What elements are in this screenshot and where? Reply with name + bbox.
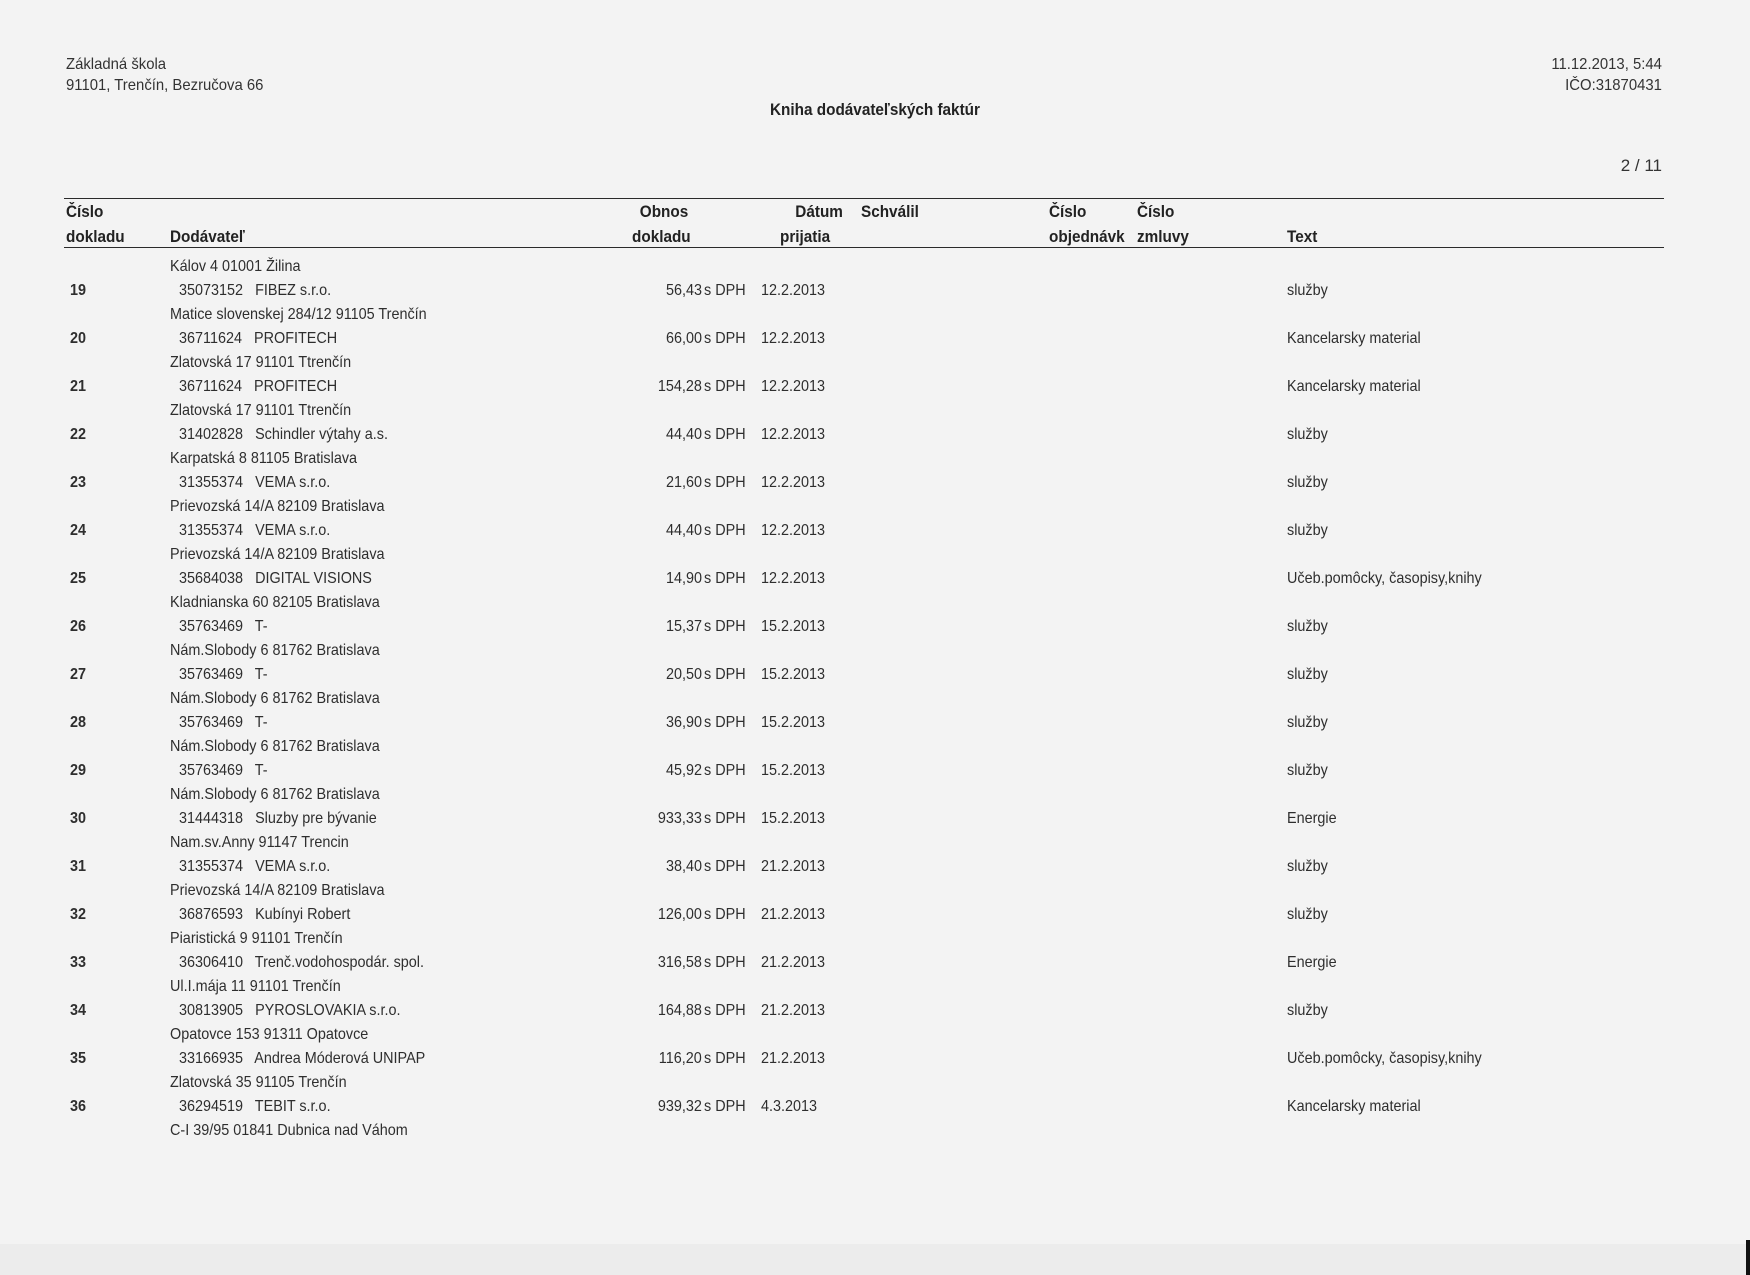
invoice-text: Učeb.pomôcky, časopisy,knihy	[1287, 570, 1482, 587]
invoice-amount: 154,28	[657, 378, 702, 395]
doc-number: 21	[70, 378, 87, 395]
invoice-amount: 316,58	[657, 954, 702, 971]
received-date: 21.2.2013	[761, 1050, 826, 1067]
table-row	[0, 1074, 1750, 1122]
column-header-amount: Obnos dokladu	[632, 202, 691, 246]
invoice-amount: 164,88	[657, 1002, 702, 1019]
doc-number: 34	[70, 1002, 87, 1019]
vat-flag: s DPH	[704, 858, 746, 875]
doc-number: 27	[70, 666, 87, 683]
vat-flag: s DPH	[704, 906, 746, 923]
vat-flag: s DPH	[704, 810, 746, 827]
invoice-amount: 933,33	[657, 810, 702, 827]
invoice-amount: 38,40	[665, 858, 702, 875]
table-row	[0, 450, 1750, 498]
supplier-id-name: 35763469 T-	[179, 618, 268, 635]
invoice-text: služby	[1287, 762, 1328, 779]
received-date: 21.2.2013	[761, 906, 826, 923]
doc-number: 26	[70, 618, 87, 635]
table-row	[0, 1026, 1750, 1074]
received-date: 12.2.2013	[761, 474, 826, 491]
supplier-id-name: 31355374 VEMA s.r.o.	[179, 474, 331, 491]
received-date: 12.2.2013	[761, 522, 826, 539]
previous-supplier-address: Nám.Slobody 6 81762 Bratislava	[170, 738, 380, 755]
organization-block	[66, 54, 263, 96]
vat-flag: s DPH	[704, 522, 746, 539]
doc-number: 23	[70, 474, 87, 491]
received-date: 21.2.2013	[761, 954, 826, 971]
received-date: 21.2.2013	[761, 1002, 826, 1019]
doc-number: 24	[70, 522, 87, 539]
doc-number: 25	[70, 570, 87, 587]
doc-number: 32	[70, 906, 87, 923]
vat-flag: s DPH	[704, 330, 746, 347]
supplier-id-name: 35763469 T-	[179, 714, 268, 731]
column-header-contract-number: Číslo zmluvy	[1137, 202, 1189, 246]
received-date: 21.2.2013	[761, 858, 826, 875]
previous-supplier-address: Piaristická 9 91101 Trenčín	[170, 930, 343, 947]
invoice-text: služby	[1287, 618, 1328, 635]
supplier-id-name: 31402828 Schindler výtahy a.s.	[179, 426, 388, 443]
vat-flag: s DPH	[704, 762, 746, 779]
invoice-amount: 44,40	[665, 522, 702, 539]
previous-supplier-address: Matice slovenskej 284/12 91105 Trenčín	[170, 306, 427, 323]
organization-ico: IČO:31870431	[1565, 77, 1662, 94]
previous-supplier-address: Kálov 4 01001 Žilina	[170, 258, 301, 275]
doc-number: 30	[70, 810, 87, 827]
supplier-id-name: 36294519 TEBIT s.r.o.	[179, 1098, 331, 1115]
invoice-text: Energie	[1287, 954, 1337, 971]
table-row	[0, 546, 1750, 594]
doc-number: 31	[70, 858, 87, 875]
received-date: 12.2.2013	[761, 378, 826, 395]
table-row	[0, 930, 1750, 978]
supplier-id-name: 35684038 DIGITAL VISIONS	[179, 570, 372, 587]
vat-flag: s DPH	[704, 474, 746, 491]
previous-supplier-address: Kladnianska 60 82105 Bratislava	[170, 594, 380, 611]
table-row	[0, 834, 1750, 882]
invoice-text: služby	[1287, 1002, 1328, 1019]
organization-address: 91101, Trenčín, Bezručova 66	[66, 77, 264, 94]
table-row	[0, 306, 1750, 354]
vat-flag: s DPH	[704, 618, 746, 635]
column-header-text: Text	[1287, 227, 1318, 246]
received-date: 15.2.2013	[761, 666, 826, 683]
invoice-text: služby	[1287, 858, 1328, 875]
scan-bottom-edge	[0, 1244, 1750, 1275]
invoice-amount: 36,90	[665, 714, 702, 731]
invoice-amount: 116,20	[659, 1050, 702, 1067]
invoice-text: Učeb.pomôcky, časopisy,knihy	[1287, 1050, 1482, 1067]
table-row	[0, 882, 1750, 930]
report-timestamp: 11.12.2013, 5:44	[1551, 56, 1662, 73]
table-row	[0, 594, 1750, 642]
doc-number: 22	[70, 426, 87, 443]
table-header-bottom-rule	[64, 247, 1664, 248]
received-date: 12.2.2013	[761, 282, 826, 299]
vat-flag: s DPH	[704, 1002, 746, 1019]
invoice-amount: 66,00	[665, 330, 702, 347]
column-header-approved: Schválil	[861, 202, 919, 221]
invoice-text: služby	[1287, 906, 1328, 923]
doc-number: 28	[70, 714, 87, 731]
supplier-id-name: 30813905 PYROSLOVAKIA s.r.o.	[179, 1002, 401, 1019]
vat-flag: s DPH	[704, 954, 746, 971]
column-header-date: Dátum prijatia	[780, 202, 843, 246]
vat-flag: s DPH	[704, 426, 746, 443]
vat-flag: s DPH	[704, 1050, 746, 1067]
invoice-text: Kancelarsky material	[1287, 330, 1421, 347]
table-row	[0, 786, 1750, 834]
received-date: 15.2.2013	[761, 810, 826, 827]
table-row	[0, 690, 1750, 738]
table-row	[0, 978, 1750, 1026]
doc-number: 33	[70, 954, 87, 971]
supplier-id-name: 36711624 PROFITECH	[179, 330, 338, 347]
received-date: 15.2.2013	[761, 714, 826, 731]
doc-number: 20	[70, 330, 87, 347]
received-date: 12.2.2013	[761, 330, 826, 347]
received-date: 4.3.2013	[761, 1098, 818, 1115]
previous-supplier-address: Prievozská 14/A 82109 Bratislava	[170, 498, 385, 515]
table-row	[0, 498, 1750, 546]
received-date: 15.2.2013	[761, 762, 826, 779]
supplier-id-name: 31355374 VEMA s.r.o.	[179, 522, 331, 539]
scan-edge-mark	[1746, 1240, 1750, 1275]
supplier-id-name: 35763469 T-	[179, 762, 268, 779]
previous-supplier-address: Nám.Slobody 6 81762 Bratislava	[170, 690, 380, 707]
received-date: 12.2.2013	[761, 570, 826, 587]
invoice-amount: 56,43	[665, 282, 702, 299]
received-date: 15.2.2013	[761, 618, 826, 635]
invoice-text: Energie	[1287, 810, 1337, 827]
vat-flag: s DPH	[704, 714, 746, 731]
supplier-id-name: 33166935 Andrea Móderová UNIPAP	[179, 1050, 426, 1067]
invoice-amount: 45,92	[665, 762, 702, 779]
supplier-id-name: 31355374 VEMA s.r.o.	[179, 858, 331, 875]
previous-supplier-address: Ul.I.mája 11 91101 Trenčín	[170, 978, 341, 995]
previous-supplier-address: Zlatovská 17 91101 Ttrenčín	[170, 354, 352, 371]
previous-supplier-address: Opatovce 153 91311 Opatovce	[170, 1026, 369, 1043]
column-header-supplier: Dodávateľ	[170, 227, 245, 246]
invoice-text: služby	[1287, 522, 1328, 539]
supplier-id-name: 36876593 Kubínyi Robert	[179, 906, 351, 923]
invoice-amount: 20,50	[665, 666, 702, 683]
supplier-id-name: 35073152 FIBEZ s.r.o.	[179, 282, 332, 299]
previous-supplier-address: Zlatovská 35 91105 Trenčín	[170, 1074, 347, 1091]
invoice-amount: 15,37	[665, 618, 702, 635]
doc-number: 35	[70, 1050, 87, 1067]
trailing-supplier-address: C-I 39/95 01841 Dubnica nad Váhom	[170, 1122, 408, 1139]
vat-flag: s DPH	[704, 282, 746, 299]
doc-number: 29	[70, 762, 87, 779]
supplier-id-name: 36711624 PROFITECH	[179, 378, 338, 395]
column-header-doc-number: Číslo dokladu	[66, 202, 125, 246]
table-row	[0, 354, 1750, 402]
vat-flag: s DPH	[704, 378, 746, 395]
invoice-text: služby	[1287, 282, 1328, 299]
vat-flag: s DPH	[704, 1098, 746, 1115]
vat-flag: s DPH	[704, 570, 746, 587]
invoice-text: služby	[1287, 474, 1328, 491]
supplier-id-name: 31444318 Sluzby pre bývanie	[179, 810, 377, 827]
column-header-order-number: Číslo objednávk	[1049, 202, 1125, 246]
table-row	[0, 258, 1750, 306]
invoice-text: služby	[1287, 666, 1328, 683]
doc-number: 36	[70, 1098, 87, 1115]
vat-flag: s DPH	[704, 666, 746, 683]
invoice-text: služby	[1287, 714, 1328, 731]
invoice-text: Kancelarsky material	[1287, 1098, 1421, 1115]
report-title: Kniha dodávateľských faktúr	[770, 100, 980, 119]
table-row	[0, 738, 1750, 786]
previous-supplier-address: Nám.Slobody 6 81762 Bratislava	[170, 642, 380, 659]
page-number: 2 / 11	[1620, 156, 1662, 175]
invoice-amount: 44,40	[665, 426, 702, 443]
report-meta-block	[1551, 54, 1662, 96]
invoice-amount: 939,32	[657, 1098, 702, 1115]
previous-supplier-address: Karpatská 8 81105 Bratislava	[170, 450, 358, 467]
table-row	[0, 642, 1750, 690]
received-date: 12.2.2013	[761, 426, 826, 443]
previous-supplier-address: Nam.sv.Anny 91147 Trencin	[170, 834, 349, 851]
previous-supplier-address: Zlatovská 17 91101 Ttrenčín	[170, 402, 352, 419]
invoice-amount: 21,60	[665, 474, 702, 491]
doc-number: 19	[70, 282, 87, 299]
previous-supplier-address: Nám.Slobody 6 81762 Bratislava	[170, 786, 380, 803]
invoice-amount: 14,90	[665, 570, 702, 587]
invoice-text: Kancelarsky material	[1287, 378, 1421, 395]
previous-supplier-address: Prievozská 14/A 82109 Bratislava	[170, 882, 385, 899]
table-row	[0, 402, 1750, 450]
supplier-id-name: 35763469 T-	[179, 666, 268, 683]
invoice-amount: 126,00	[657, 906, 702, 923]
previous-supplier-address: Prievozská 14/A 82109 Bratislava	[170, 546, 385, 563]
organization-name: Základná škola	[66, 56, 167, 73]
invoice-text: služby	[1287, 426, 1328, 443]
supplier-id-name: 36306410 Trenč.vodohospodár. spol.	[179, 954, 424, 971]
